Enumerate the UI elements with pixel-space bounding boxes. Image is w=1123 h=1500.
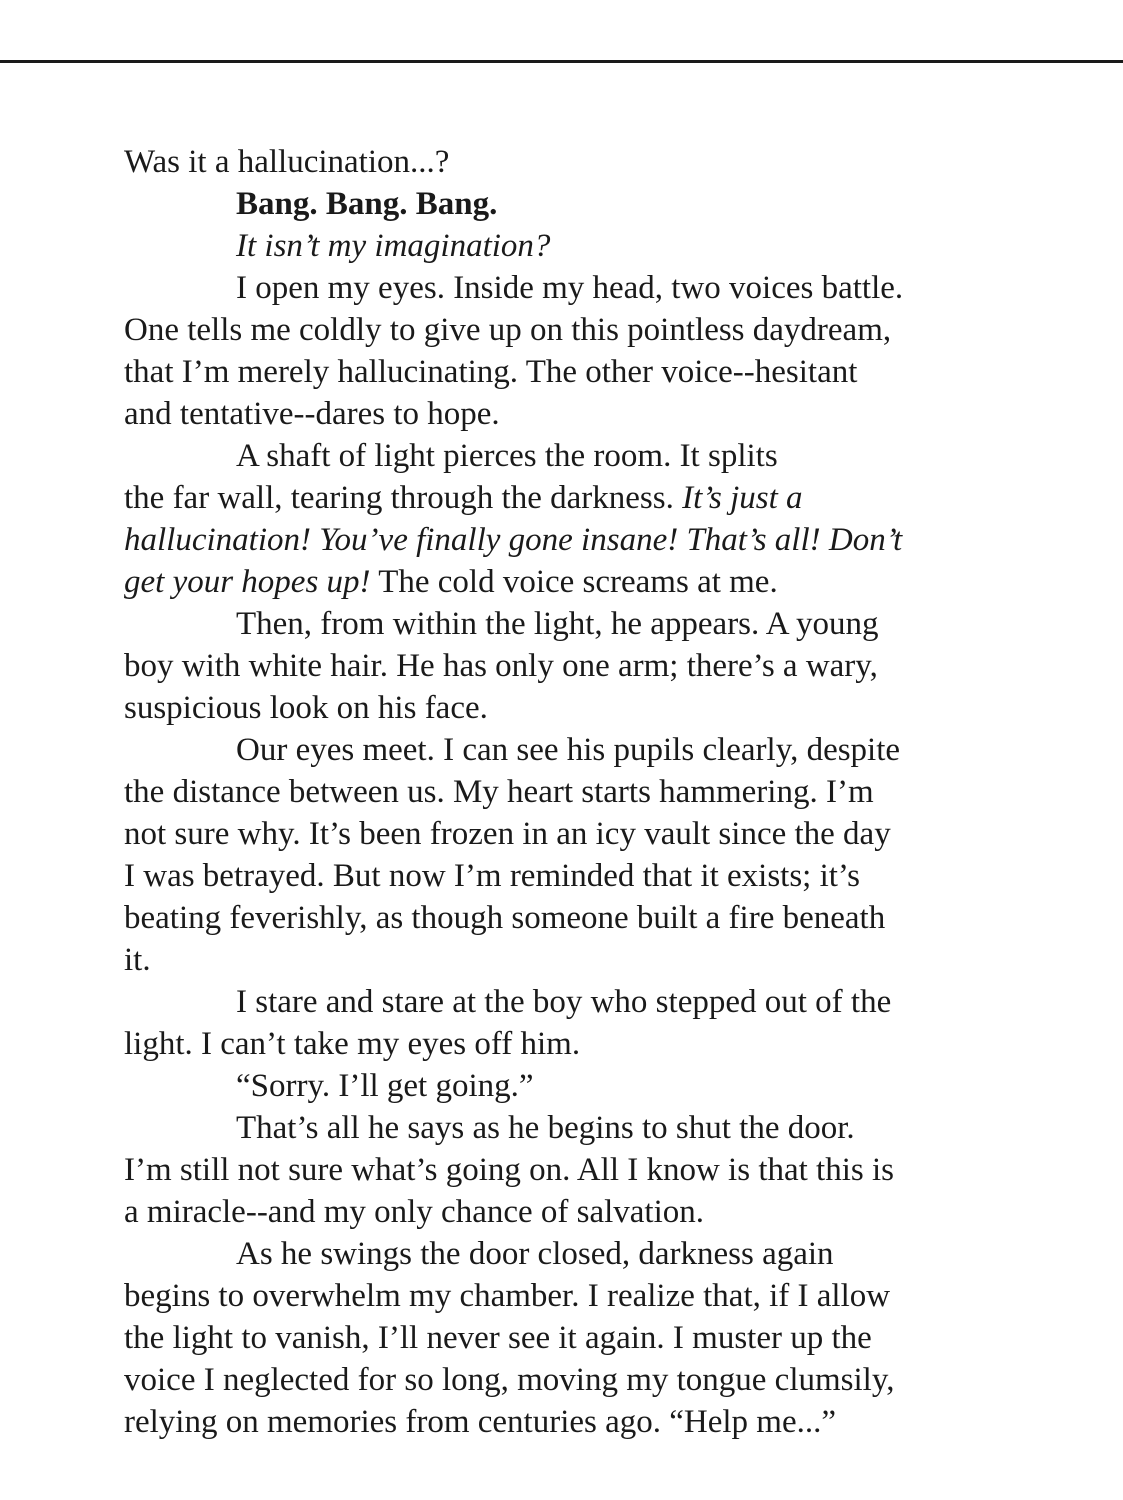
text-segment: The cold voice screams at me. (370, 564, 778, 600)
text-segment: “Sorry. I’ll get going.” (236, 1068, 534, 1104)
text-segment: voice I neglected for so long, moving my tongue clumsily, (124, 1362, 895, 1398)
text-segment: suspicious look on his face. (124, 690, 488, 726)
text-line (124, 1359, 984, 1401)
text-segment: relying on memories from centuries ago. “Help me...” (124, 1404, 837, 1440)
text-segment: One tells me coldly to give up on this pointless daydream, (124, 312, 892, 348)
text-line (124, 855, 984, 897)
text-line (124, 435, 984, 477)
text-segment: the far wall, tearing through the darkness. (124, 480, 683, 516)
text-segment: light. I can’t take my eyes off him. (124, 1026, 581, 1062)
text-line (124, 225, 984, 267)
text-line (124, 645, 984, 687)
text-line (124, 1233, 984, 1275)
text-line (124, 1149, 984, 1191)
text-segment: A shaft of light pierces the room. It splits (236, 438, 778, 474)
italic-text-segment: get your hopes up! (124, 564, 371, 600)
text-line (124, 519, 984, 561)
text-line (124, 729, 984, 771)
text-line (124, 1107, 984, 1149)
italic-text-segment: It’s just a (682, 480, 803, 516)
text-line (124, 897, 984, 939)
text-line (124, 1191, 984, 1233)
text-segment: Was it a hallucination...? (124, 144, 450, 180)
text-line (124, 813, 984, 855)
text-line (124, 393, 984, 435)
text-line (124, 771, 984, 813)
text-line (124, 981, 984, 1023)
text-segment: it. (124, 942, 151, 978)
text-line (124, 477, 984, 519)
text-segment: the distance between us. My heart starts hammering. I’m (124, 774, 874, 810)
italic-text-segment: hallucination! You’ve finally gone insane! That’s all! Don’t (124, 522, 903, 558)
text-segment: and tentative--dares to hope. (124, 396, 500, 432)
text-line (124, 1275, 984, 1317)
text-segment: I was betrayed. But now I’m reminded that it exists; it’s (124, 858, 860, 894)
text-segment: I stare and stare at the boy who stepped out of the (236, 984, 892, 1020)
text-segment: Then, from within the light, he appears. A young (236, 606, 879, 642)
italic-text-segment: It isn’t my imagination? (236, 228, 551, 264)
text-line (124, 1401, 984, 1443)
bold-text-segment: Bang. Bang. Bang. (236, 186, 498, 222)
text-segment: I’m still not sure what’s going on. All I know is that this is (124, 1152, 894, 1188)
text-line (124, 1317, 984, 1359)
text-line (124, 267, 984, 309)
text-segment: that I’m merely hallucinating. The other voice--hesitant (124, 354, 858, 390)
text-line (124, 141, 984, 183)
text-line (124, 687, 984, 729)
text-segment: That’s all he says as he begins to shut the door. (236, 1110, 855, 1146)
text-segment: a miracle--and my only chance of salvation. (124, 1194, 705, 1230)
text-segment: boy with white hair. He has only one arm; there’s a wary, (124, 648, 878, 684)
text-line (124, 183, 984, 225)
text-line (124, 603, 984, 645)
text-line (124, 561, 984, 603)
page-text (124, 141, 984, 1443)
text-segment: As he swings the door closed, darkness again (236, 1236, 834, 1272)
text-line (124, 309, 984, 351)
text-segment: Our eyes meet. I can see his pupils clearly, despite (236, 732, 901, 768)
text-line (124, 1065, 984, 1107)
text-segment: not sure why. It’s been frozen in an icy vault since the day (124, 816, 891, 852)
text-line (124, 351, 984, 393)
top-rule (0, 60, 1123, 63)
text-segment: the light to vanish, I’ll never see it again. I muster up the (124, 1320, 872, 1356)
text-segment: beating feverishly, as though someone built a fire beneath (124, 900, 886, 936)
text-line (124, 1023, 984, 1065)
text-segment: begins to overwhelm my chamber. I realize that, if I allow (124, 1278, 891, 1314)
text-segment: I open my eyes. Inside my head, two voices battle. (236, 270, 904, 306)
text-line (124, 939, 984, 981)
